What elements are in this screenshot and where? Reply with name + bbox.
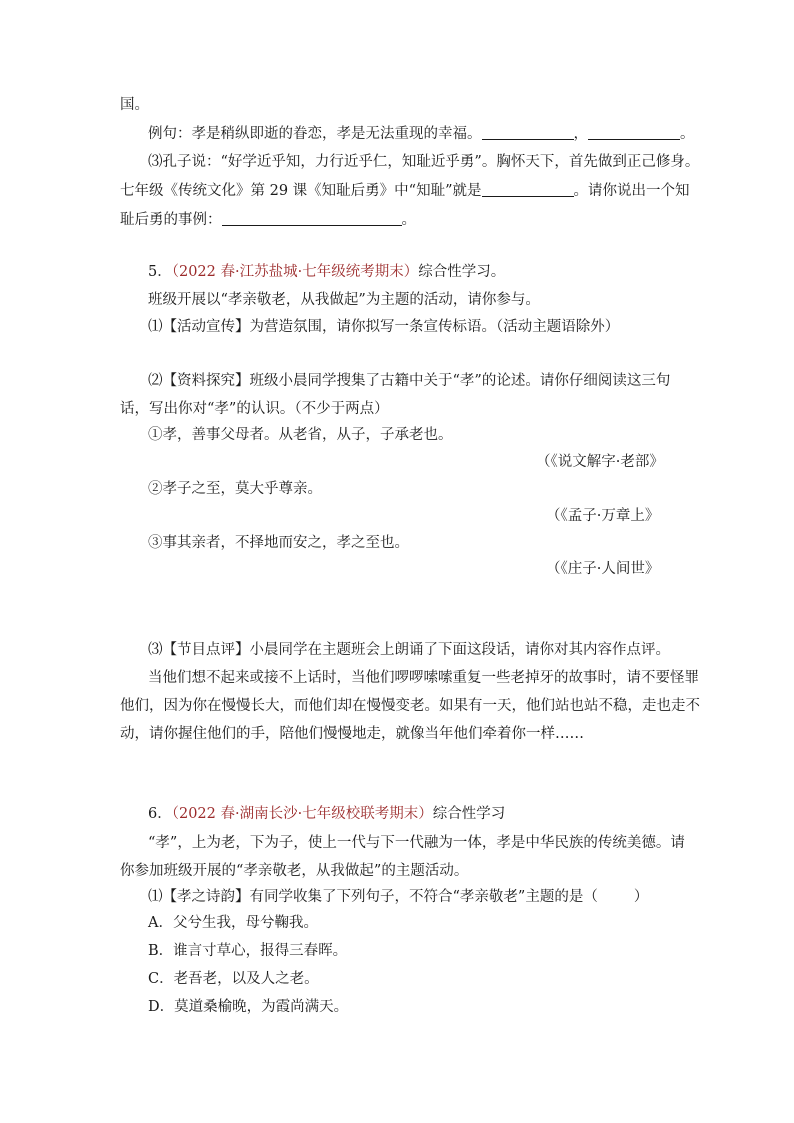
q6-intro-line1: “孝”，上为老，下为子，使上一代与下一代融为一体，孝是中华民族的传统美德。请 — [148, 835, 685, 851]
answer-blank[interactable] — [588, 125, 680, 140]
q5-part3: ⑶【节目点评】小晨同学在主题班会上朗诵了下面这段话，请你对其内容作点评。 — [148, 642, 670, 658]
q6-source: （2022 春·湖南长沙·七年级校联考期末） — [171, 806, 433, 822]
q5-header: 5．（2022 春·江苏盐城·七年级统考期末）综合性学习。 — [148, 264, 506, 280]
text-line-2: 他们，因为你在慢慢长大，而他们却在慢慢变老。如果有一天，他们站也站不稳，走也走不 — [120, 698, 700, 714]
q6-header: 6．（2022 春·湖南长沙·七年级校联考期末）综合性学习 — [148, 806, 506, 822]
answer-blank[interactable] — [482, 125, 574, 140]
q4-part3-line2: 七年级《传统文化》第 29 课《知耻后勇》中“知耻”就是 。请你说出一个知 — [120, 183, 690, 199]
q6-part1: ⑴【孝之诗韵】有同学收集了下列句子，不符合“孝亲敬老”主题的是（ ） — [148, 889, 649, 905]
option-b[interactable]: B．谁言寸草心，报得三春晖。 — [148, 943, 348, 959]
answer-blank[interactable] — [482, 182, 574, 197]
text-line-1: 当他们想不起来或接不上话时，当他们啰啰嗦嗦重复一些老掉牙的故事时，请不要怪罪 — [148, 670, 699, 686]
quote-3-source: （《庄子·人间世》 — [546, 561, 660, 577]
q5-part1: ⑴【活动宣传】为营造氛围，请你拟写一条宣传标语。（活动主题语除外） — [148, 319, 620, 335]
text-line-3: 动，请你握住他们的手，陪他们慢慢地走，就像当年他们牵着你一样…… — [120, 726, 584, 742]
option-c[interactable]: C．老吾老，以及人之老。 — [148, 971, 319, 987]
answer-blank[interactable] — [222, 211, 402, 226]
option-d[interactable]: D．莫道桑榆晚，为霞尚满天。 — [148, 999, 349, 1015]
quote-1: ①孝，善事父母者。从老省，从子，子承老也。 — [148, 427, 453, 443]
fragment-line: 国。 — [120, 97, 149, 113]
example-line: 例句：孝是稍纵即逝的眷恋，孝是无法重现的幸福。 ， 。 — [148, 126, 695, 142]
option-a[interactable]: A．父兮生我，母兮鞠我。 — [148, 915, 318, 931]
q5-intro: 班级开展以“孝亲敬老，从我做起”为主题的活动，请你参与。 — [148, 292, 540, 308]
quote-1-source: （《说文解字·老部》 — [536, 454, 664, 470]
q6-intro-line2: 你参加班级开展的“孝亲敬老，从我做起”的主题活动。 — [120, 863, 469, 879]
quote-2: ②孝子之至，莫大乎尊亲。 — [148, 481, 322, 497]
q4-part3-line1: ⑶孔子说：“好学近乎知，力行近乎仁，知耻近乎勇”。胸怀天下，首先做到正己修身。 — [148, 154, 700, 170]
q5-source: （2022 春·江苏盐城·七年级统考期末） — [171, 264, 419, 280]
q5-part2-line2: 话，写出你对“孝”的认识。（不少于两点） — [120, 401, 389, 417]
q4-part3-line3: 耻后勇的事例： 。 — [120, 212, 416, 228]
q5-part2-line1: ⑵【资料探究】班级小晨同学搜集了古籍中关于“孝”的论述。请你仔细阅读这三句 — [148, 373, 671, 389]
quote-2-source: （《孟子·万章上》 — [546, 508, 660, 524]
quote-3: ③事其亲者，不择地而安之，孝之至也。 — [148, 535, 409, 551]
